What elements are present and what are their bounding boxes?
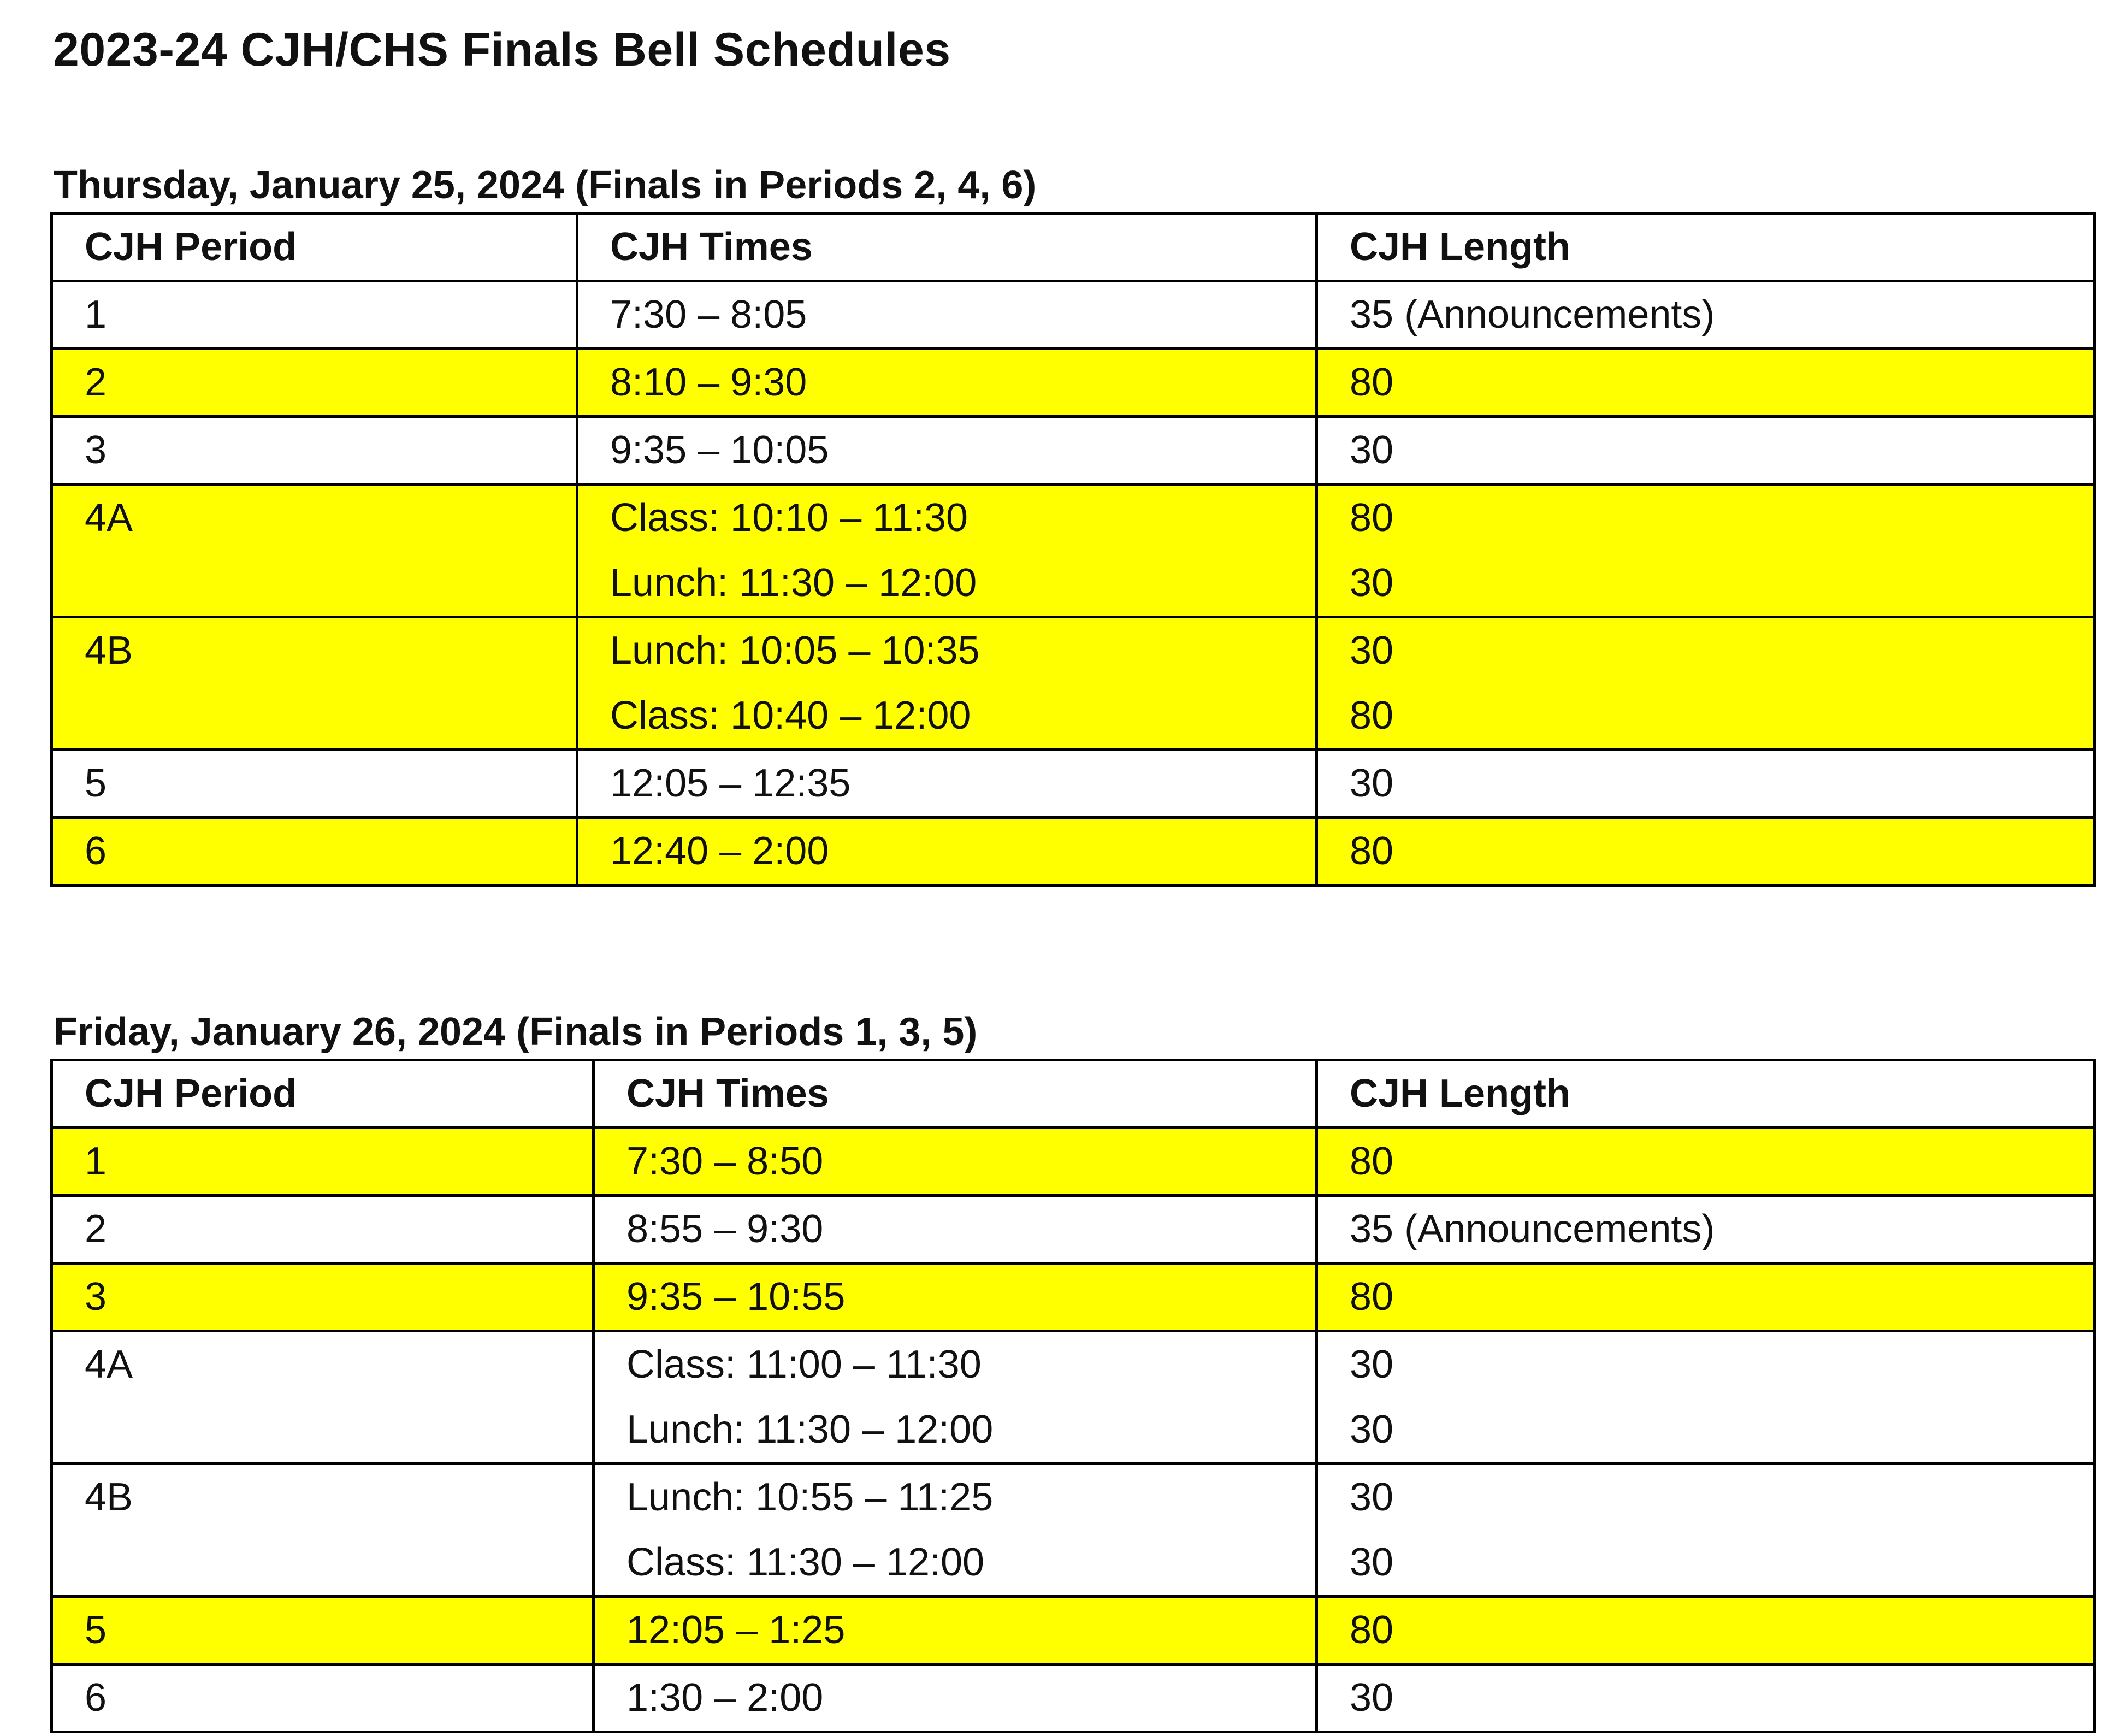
time-range: 12:40 – 2:00: [610, 829, 829, 873]
length-cell: [1317, 617, 2095, 750]
friday-schedule-table: [50, 1059, 2096, 1733]
length-cell: [1317, 1664, 2095, 1732]
table-row: [52, 485, 2095, 617]
length-value: 80: [1350, 496, 1394, 540]
header-period: CJH Period: [52, 1060, 594, 1128]
period-cell: 6: [52, 1664, 594, 1732]
times-cell: [594, 1196, 1317, 1263]
time-range: Lunch: 10:05 – 10:35: [610, 629, 980, 672]
schedule-title: Thursday, January 25, 2024 (Finals in Periods 2, 4, 6): [54, 163, 1037, 207]
length-cell: [1317, 485, 2095, 617]
period-cell: 3: [52, 1263, 594, 1331]
times-cell: [577, 750, 1317, 818]
length-value: 80: [1350, 1139, 1394, 1183]
length-value: 35 (Announcements): [1350, 293, 1715, 336]
table-row: [52, 349, 2095, 417]
page-title: 2023-24 CJH/CHS Finals Bell Schedules: [53, 23, 951, 76]
times-cell: [577, 349, 1317, 417]
length-value: 30: [1350, 1676, 1394, 1720]
times-cell: [577, 281, 1317, 349]
times-cell: [594, 1128, 1317, 1196]
header-times: CJH Times: [594, 1060, 1317, 1128]
period-cell: 1: [52, 281, 577, 349]
times-cell: [594, 1597, 1317, 1664]
time-range: Class: 11:30 – 12:00: [626, 1540, 985, 1584]
time-range: Lunch: 11:30 – 12:00: [626, 1408, 994, 1451]
length-cell: [1317, 1263, 2095, 1331]
time-range: Class: 10:10 – 11:30: [610, 496, 968, 540]
time-range: 12:05 – 1:25: [626, 1608, 846, 1652]
length-value: 80: [1350, 1608, 1394, 1652]
table-row: [52, 1464, 2095, 1597]
table-row: [52, 1128, 2095, 1196]
period-cell: 5: [52, 750, 577, 818]
times-cell: [577, 617, 1317, 750]
length-cell: [1317, 1597, 2095, 1664]
length-cell: [1317, 818, 2095, 885]
period-cell: 4A: [52, 1331, 594, 1464]
header-length: CJH Length: [1317, 1060, 2095, 1128]
times-cell: [577, 818, 1317, 885]
length-value: 30: [1350, 561, 1394, 605]
header-period: CJH Period: [52, 214, 577, 281]
table-header-row: [52, 1060, 2095, 1128]
time-range: Class: 10:40 – 12:00: [610, 694, 971, 737]
period-cell: 2: [52, 349, 577, 417]
thursday-schedule-table: [50, 212, 2096, 887]
table-header-row: [52, 214, 2095, 281]
time-range: Lunch: 10:55 – 11:25: [626, 1475, 994, 1519]
length-cell: [1317, 1128, 2095, 1196]
time-range: Class: 11:00 – 11:30: [626, 1343, 982, 1386]
table-row: [52, 617, 2095, 750]
schedule-title: Friday, January 26, 2024 (Finals in Periods 1, 3, 5): [54, 1010, 978, 1054]
length-cell: [1317, 349, 2095, 417]
times-cell: [594, 1464, 1317, 1597]
table-row: [52, 1597, 2095, 1664]
length-cell: [1317, 1331, 2095, 1464]
length-value: 80: [1350, 694, 1394, 737]
thursday-schedule-section: [50, 158, 2093, 887]
period-cell: 6: [52, 818, 577, 885]
length-value: 80: [1350, 361, 1394, 404]
length-value: 30: [1350, 1343, 1394, 1386]
times-cell: [594, 1263, 1317, 1331]
length-cell: [1317, 1196, 2095, 1263]
period-cell: 4B: [52, 617, 577, 750]
time-range: 9:35 – 10:05: [610, 428, 829, 472]
length-value: 30: [1350, 1408, 1394, 1451]
length-value: 30: [1350, 428, 1394, 472]
times-cell: [594, 1331, 1317, 1464]
table-row: [52, 1263, 2095, 1331]
table-row: [52, 281, 2095, 349]
time-range: Lunch: 11:30 – 12:00: [610, 561, 977, 605]
time-range: 1:30 – 2:00: [626, 1676, 824, 1720]
length-cell: [1317, 281, 2095, 349]
length-cell: [1317, 750, 2095, 818]
table-row: [52, 417, 2095, 485]
time-range: 7:30 – 8:50: [626, 1139, 824, 1183]
time-range: 9:35 – 10:55: [626, 1275, 846, 1319]
length-value: 80: [1350, 829, 1394, 873]
times-cell: [594, 1664, 1317, 1732]
length-value: 80: [1350, 1275, 1394, 1319]
header-length: CJH Length: [1317, 214, 2095, 281]
length-cell: [1317, 1464, 2095, 1597]
length-value: 30: [1350, 629, 1394, 672]
time-range: 7:30 – 8:05: [610, 293, 807, 336]
table-row: [52, 750, 2095, 818]
length-value: 30: [1350, 1540, 1394, 1584]
period-cell: 3: [52, 417, 577, 485]
table-row: [52, 1664, 2095, 1732]
length-value: 30: [1350, 1475, 1394, 1519]
time-range: 12:05 – 12:35: [610, 761, 851, 805]
table-row: [52, 1331, 2095, 1464]
time-range: 8:55 – 9:30: [626, 1207, 824, 1251]
period-cell: 5: [52, 1597, 594, 1664]
length-value: 35 (Announcements): [1350, 1207, 1715, 1251]
period-cell: 4A: [52, 485, 577, 617]
friday-schedule-section: [50, 1005, 2093, 1733]
time-range: 8:10 – 9:30: [610, 361, 807, 404]
length-value: 30: [1350, 761, 1394, 805]
table-row: [52, 1196, 2095, 1263]
times-cell: [577, 417, 1317, 485]
table-row: [52, 818, 2095, 885]
length-cell: [1317, 417, 2095, 485]
header-times: CJH Times: [577, 214, 1317, 281]
period-cell: 4B: [52, 1464, 594, 1597]
period-cell: 1: [52, 1128, 594, 1196]
period-cell: 2: [52, 1196, 594, 1263]
times-cell: [577, 485, 1317, 617]
